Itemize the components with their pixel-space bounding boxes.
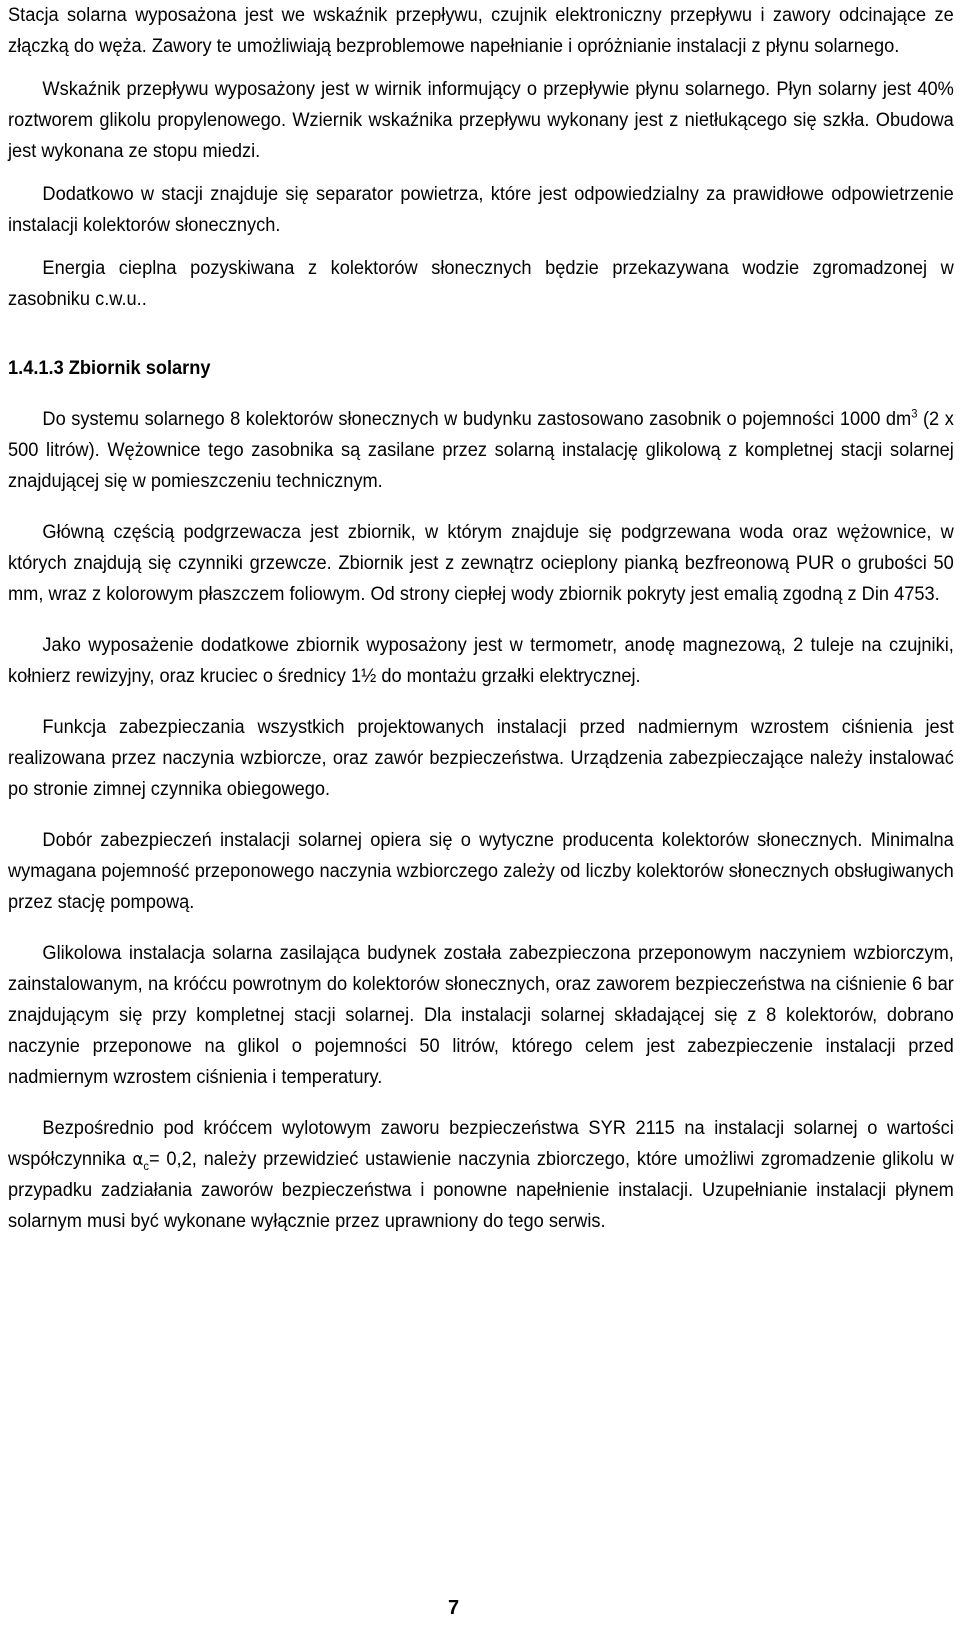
paragraph-safety-valve: [8, 1113, 954, 1237]
section-heading: 1.4.1.3 Zbiornik solarny: [8, 357, 211, 379]
paragraph-heater-description: Główną częścią podgrzewacza jest zbiornik, w którym znajduje się podgrzewana woda oraz wężownice, w których znajdują się czynniki grzewcze. Zbiornik jest z zewnątrz ocieplony pianką bezfreonową PUR o grubości 50 mm, wraz z kolorowym płaszczem foliowym. Od strony ciepłej wody zbiornik pokryty jest emalią zgodną z Din 4753.: [8, 521, 954, 605]
alpha-symbol: α: [132, 1149, 144, 1170]
document-page: [8, 0, 954, 1237]
safety-valve-text-b: = 0,2, należy przewidzieć ustawienie naczynia zbiorczego, które umożliwi zgromadzenie glikolu w przypadku zadziałania zaworów bezpieczeństwa i ponowne napełnienie instalacji. Uzupełnianie instalacji płynem solarnym musi być wykonane wyłącznie przez uprawniony do tego serwis.: [8, 1148, 954, 1232]
paragraph-thermal-energy: Energia cieplna pozyskiwana z kolektorów słonecznych będzie przekazywana wodzie zgromadzonej w zasobniku c.w.u..: [8, 257, 954, 310]
tank-capacity-text-b: (2 x 500 litrów). Wężownice tego zasobnika są zasilane przez solarną instalację glikolową z kompletnej stacji solarnej znajdującej się w pomieszczeniu technicznym.: [8, 408, 954, 492]
tank-capacity-text-a: Do systemu solarnego 8 kolektorów słonecznych w budynku zastosowano zasobnik o pojemności 1000 dm: [42, 408, 912, 430]
paragraph-additional-equipment: Jako wyposażenie dodatkowe zbiornik wyposażony jest w termometr, anodę magnezową, 2 tuleje na czujniki, kołnierz rewizyjny, oraz kruciec o średnicy 1½ do montażu grzałki elektrycznej.: [8, 634, 954, 687]
paragraph-tank-capacity: [8, 404, 954, 497]
paragraph-air-separator: Dodatkowo w stacji znajduje się separator powietrza, które jest odpowiedzialny za prawidłowe odpowietrzenie instalacji kolektorów słonecznych.: [8, 183, 954, 236]
page-number: 7: [448, 1597, 460, 1619]
paragraph-protection-function: Funkcja zabezpieczania wszystkich projektowanych instalacji przed nadmiernym wzrostem ciśnienia jest realizowana przez naczynia wzbiorcze, oraz zawór bezpieczeństwa. Urządzenia zabezpieczające należy instalować po stronie zimnej czynnika obiegowego.: [8, 716, 954, 800]
safety-valve-text-a: Bezpośrednio pod króćcem wylotowym zaworu bezpieczeństwa SYR 2115 na instalacji solarnej o wartości współczynnika: [8, 1117, 954, 1170]
paragraph-solar-station: Stacja solarna wyposażona jest we wskaźnik przepływu, czujnik elektroniczny przepływu i zawory odcinające ze złączką do węża. Zawory te umożliwiają bezproblemowe napełnianie i opróżnianie instalacji z płynu solarnego.: [8, 4, 954, 57]
paragraph-flow-indicator: Wskaźnik przepływu wyposażony jest w wirnik informujący o przepływie płynu solarnego. Płyn solarny jest 40% roztworem glikolu propylenowego. Wziernik wskaźnika przepływu wykonany jest z nietłukącego się szkła. Obudowa jest wykonana ze stopu miedzi.: [8, 78, 954, 162]
paragraph-glycol-installation: Glikolowa instalacja solarna zasilająca budynek została zabezpieczona przeponowym naczyniem wzbiorczym, zainstalowanym, na króćcu powrotnym do kolektorów słonecznych, oraz zaworem bezpieczeństwa na ciśnienie 6 bar znajdującym się przy kompletnej stacji solarnej. Dla instalacji solarnej składającej się z 8 kolektorów, dobrano naczynie przeponowe na glikol o pojemności 50 litrów, którego celem jest zabezpieczenie instalacji przed nadmiernym wzrostem ciśnienia i temperatury.: [8, 942, 954, 1088]
paragraph-safety-selection: Dobór zabezpieczeń instalacji solarnej opiera się o wytyczne producenta kolektorów słonecznych. Minimalna wymagana pojemność przeponowego naczynia wzbiorczego zależy od liczby kolektorów słonecznych obsługiwanych przez stację pompową.: [8, 829, 954, 913]
subscript-c: c: [143, 1158, 149, 1173]
superscript-3: 3: [911, 406, 918, 421]
